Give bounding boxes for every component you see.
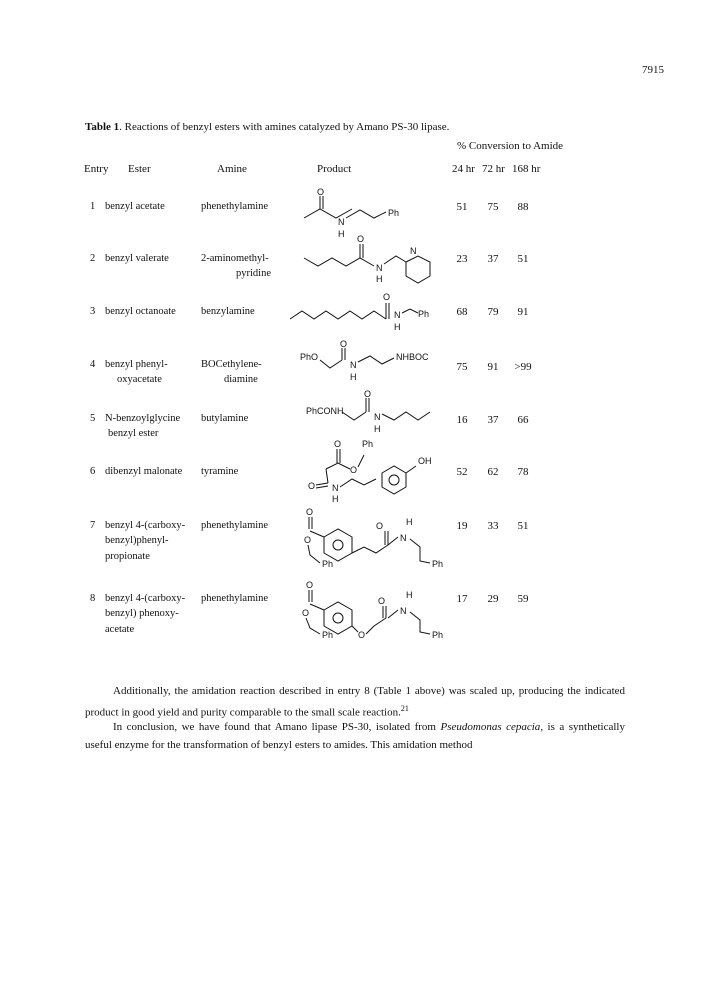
header-24hr: 24 hr	[452, 163, 475, 175]
conversion-72hr: 75	[487, 201, 499, 213]
product-structure-4	[300, 338, 440, 388]
svg-text:H: H	[406, 517, 413, 527]
svg-text:H: H	[350, 372, 357, 382]
paragraph-text: In conclusion, we have found that Amano lipase PS-30, isolated from	[113, 721, 441, 733]
conversion-168hr: 51	[517, 253, 529, 265]
header-ester: Ester	[128, 163, 151, 175]
conversion-168hr: 91	[517, 306, 529, 318]
ester-name: benzyl octanoate	[105, 306, 176, 317]
product-structure-2	[300, 230, 440, 290]
svg-text:H: H	[374, 424, 381, 434]
amine-name: BOCethylene-	[201, 359, 262, 370]
svg-text:H: H	[376, 274, 383, 284]
svg-text:H: H	[406, 590, 413, 600]
amine-name-cont: diamine	[224, 374, 258, 385]
conversion-72hr: 91	[487, 361, 499, 373]
entry-number: 1	[90, 201, 96, 212]
svg-text:O: O	[302, 608, 310, 618]
amine-name: phenethylamine	[201, 593, 269, 604]
conversion-24hr: 17	[456, 593, 468, 605]
ester-name-cont: benzyl) phenoxy-	[105, 608, 179, 619]
ester-name-cont: acetate	[105, 624, 135, 635]
product-structure-5	[306, 390, 466, 440]
conversion-72hr: 37	[487, 414, 499, 426]
paragraph-line: synthetically useful enzyme for the transformation of benzyl esters to amides. This amidation method	[85, 721, 625, 751]
entry-number: 6	[90, 466, 96, 477]
ester-name: benzyl valerate	[105, 253, 169, 264]
svg-text:N: N	[410, 246, 417, 256]
svg-text:H: H	[394, 322, 401, 332]
conversion-72hr: 29	[487, 593, 499, 605]
svg-text:H: H	[338, 229, 345, 239]
conversion-168hr: >99	[514, 361, 532, 373]
ester-name: dibenzyl malonate	[105, 466, 183, 477]
svg-text:N: N	[332, 483, 339, 493]
ester-name-cont: benzyl)phenyl-	[105, 535, 169, 546]
ester-name-cont: propionate	[105, 551, 150, 562]
conversion-24hr: 19	[456, 520, 468, 532]
paragraph-text: , is a	[540, 721, 565, 733]
svg-text:N: N	[400, 533, 407, 543]
svg-text:Ph: Ph	[362, 439, 374, 449]
header-168hr: 168 hr	[512, 163, 541, 175]
svg-text:O: O	[350, 465, 358, 475]
svg-text:N: N	[338, 217, 345, 227]
conversion-72hr: 37	[487, 253, 499, 265]
entry-number: 4	[90, 359, 96, 370]
conversion-168hr: 78	[517, 466, 529, 478]
svg-text:PhCONH: PhCONH	[306, 406, 344, 416]
svg-text:O: O	[334, 439, 342, 449]
svg-text:H: H	[332, 494, 339, 504]
svg-text:Ph: Ph	[322, 630, 334, 640]
svg-text:O: O	[358, 630, 366, 640]
reference-superscript: 21	[400, 704, 409, 713]
table-caption	[85, 121, 449, 133]
svg-text:N: N	[350, 360, 357, 370]
svg-text:Ph: Ph	[418, 309, 430, 319]
svg-text:O: O	[304, 535, 312, 545]
product-structure-7	[298, 505, 468, 575]
svg-text:O: O	[308, 481, 316, 491]
entry-number: 3	[90, 306, 96, 317]
conversion-72hr: 33	[487, 520, 499, 532]
entry-number: 8	[90, 593, 96, 604]
svg-text:O: O	[317, 187, 325, 197]
product-structure-6	[304, 435, 464, 510]
svg-text:Ph: Ph	[388, 208, 400, 218]
svg-text:N: N	[400, 606, 407, 616]
amine-name: 2-aminomethyl-	[201, 253, 269, 264]
svg-text:NHBOC: NHBOC	[396, 352, 429, 362]
svg-text:O: O	[306, 580, 314, 590]
conversion-72hr: 79	[487, 306, 499, 318]
organism-name: Pseudomonas cepacia	[440, 721, 541, 733]
svg-text:O: O	[306, 507, 314, 517]
conversion-24hr: 68	[456, 306, 468, 318]
conversion-24hr: 52	[456, 466, 468, 478]
conversion-24hr: 51	[456, 201, 468, 213]
conversion-24hr: 16	[456, 414, 468, 426]
amine-name: butylamine	[201, 413, 249, 424]
svg-text:Ph: Ph	[432, 630, 444, 640]
svg-text:Ph: Ph	[322, 559, 334, 569]
svg-text:O: O	[378, 596, 386, 606]
product-structure-3	[288, 285, 448, 335]
conversion-24hr: 23	[456, 253, 468, 265]
header-72hr: 72 hr	[482, 163, 505, 175]
ester-name: benzyl acetate	[105, 201, 165, 212]
conversion-header: % Conversion to Amide	[457, 140, 564, 152]
conversion-72hr: 62	[487, 466, 499, 478]
header-product: Product	[317, 163, 352, 175]
header-amine: Amine	[217, 163, 247, 175]
header-entry: Entry	[84, 163, 109, 175]
ester-name: N-benzoylglycine	[105, 413, 181, 424]
conversion-168hr: 88	[517, 201, 529, 213]
amine-name: benzylamine	[201, 306, 255, 317]
paragraph-line: Additionally, the amidation reaction described in entry 8 (Table 1 above) was scaled up, producing the	[113, 685, 581, 697]
svg-text:O: O	[340, 339, 348, 349]
conversion-168hr: 66	[517, 414, 529, 426]
conversion-24hr: 75	[456, 361, 468, 373]
ester-name-cont: benzyl ester	[108, 428, 159, 439]
paragraph-line: indicated product in good yield and purity comparable to the small scale reaction.	[85, 685, 626, 719]
ester-name: benzyl 4-(carboxy-	[105, 593, 186, 604]
svg-text:OH: OH	[418, 456, 432, 466]
conversion-168hr: 51	[517, 520, 529, 532]
ester-name: benzyl 4-(carboxy-	[105, 520, 186, 531]
entry-number: 7	[90, 520, 96, 531]
amine-name: phenethylamine	[201, 201, 269, 212]
table-caption-label: Table 1	[85, 121, 120, 133]
product-structure-8	[298, 578, 468, 648]
page-number: 7915	[642, 64, 664, 76]
svg-text:N: N	[374, 412, 381, 422]
svg-text:O: O	[383, 292, 391, 302]
svg-text:Ph: Ph	[432, 559, 444, 569]
amine-name-cont: pyridine	[236, 268, 271, 279]
table-caption-text: . Reactions of benzyl esters with amines catalyzed by Amano PS-30 lipase.	[119, 121, 450, 133]
svg-text:N: N	[394, 310, 401, 320]
svg-text:O: O	[364, 389, 372, 399]
svg-text:N: N	[376, 263, 383, 273]
ester-name: benzyl phenyl-	[105, 359, 168, 370]
paragraph-scale-up	[85, 682, 625, 722]
svg-text:PhO: PhO	[300, 352, 319, 362]
conversion-168hr: 59	[517, 593, 529, 605]
svg-text:O: O	[357, 234, 365, 244]
amine-name: phenethylamine	[201, 520, 269, 531]
entry-number: 5	[90, 413, 96, 424]
amine-name: tyramine	[201, 466, 239, 477]
ester-name-cont: oxyacetate	[117, 374, 162, 385]
svg-text:O: O	[376, 521, 384, 531]
paragraph-conclusion	[85, 718, 625, 754]
entry-number: 2	[90, 253, 96, 264]
